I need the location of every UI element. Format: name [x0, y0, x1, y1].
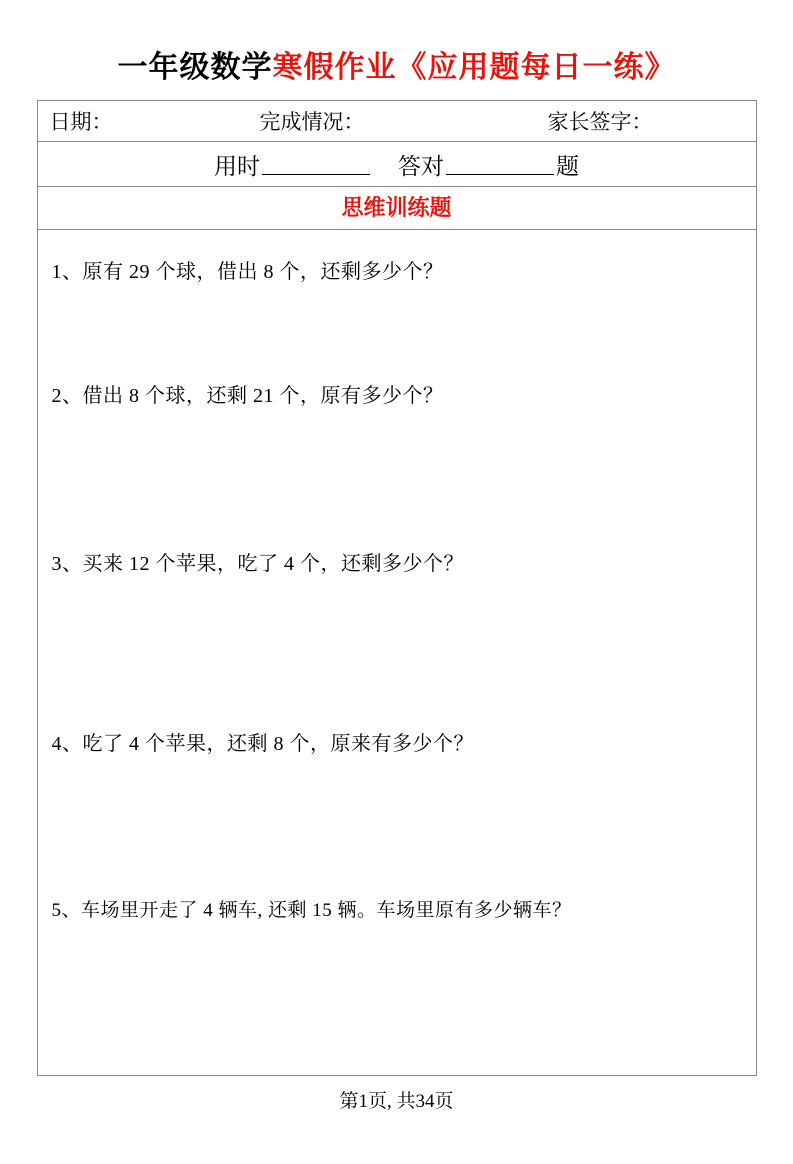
time-row [38, 142, 756, 187]
question-list [38, 230, 756, 1075]
section-header: 思维训练题 [38, 187, 756, 230]
correct-count-label: 答对 [398, 153, 444, 179]
parent-signature-label: 家长签字： [547, 110, 653, 134]
page-title-black: 一年级数学 [117, 51, 273, 84]
question-item: 5、车场里开走了 4 辆车, 还剩 15 辆。车场里原有多少辆车？ [51, 900, 572, 921]
page-footer: 第1页, 共34页 [339, 1090, 454, 1112]
worksheet-table [37, 100, 757, 1076]
correct-count-blank [446, 154, 554, 175]
question-item: 3、买来 12 个苹果，吃了 4 个，还剩多少个？ [51, 553, 464, 575]
question-item: 2、借出 8 个球，还剩 21 个，原有多少个？ [51, 385, 444, 407]
question-item: 1、原有 29 个球，借出 8 个，还剩多少个？ [51, 261, 444, 283]
date-label: 日期： [49, 110, 113, 134]
time-used-blank [262, 154, 370, 175]
worksheet-page [0, 42, 793, 1164]
completion-status-label: 完成情况： [259, 110, 365, 134]
time-used-label: 用时 [214, 153, 260, 179]
page-title-red: 寒假作业《应用题每日一练》 [272, 51, 676, 84]
answer-space [38, 925, 756, 1075]
question-unit-label: 题 [556, 153, 579, 179]
page-title [0, 42, 793, 86]
info-row [38, 101, 756, 142]
question-item: 4、吃了 4 个苹果，还剩 8 个，原来有多少个？ [51, 733, 474, 755]
